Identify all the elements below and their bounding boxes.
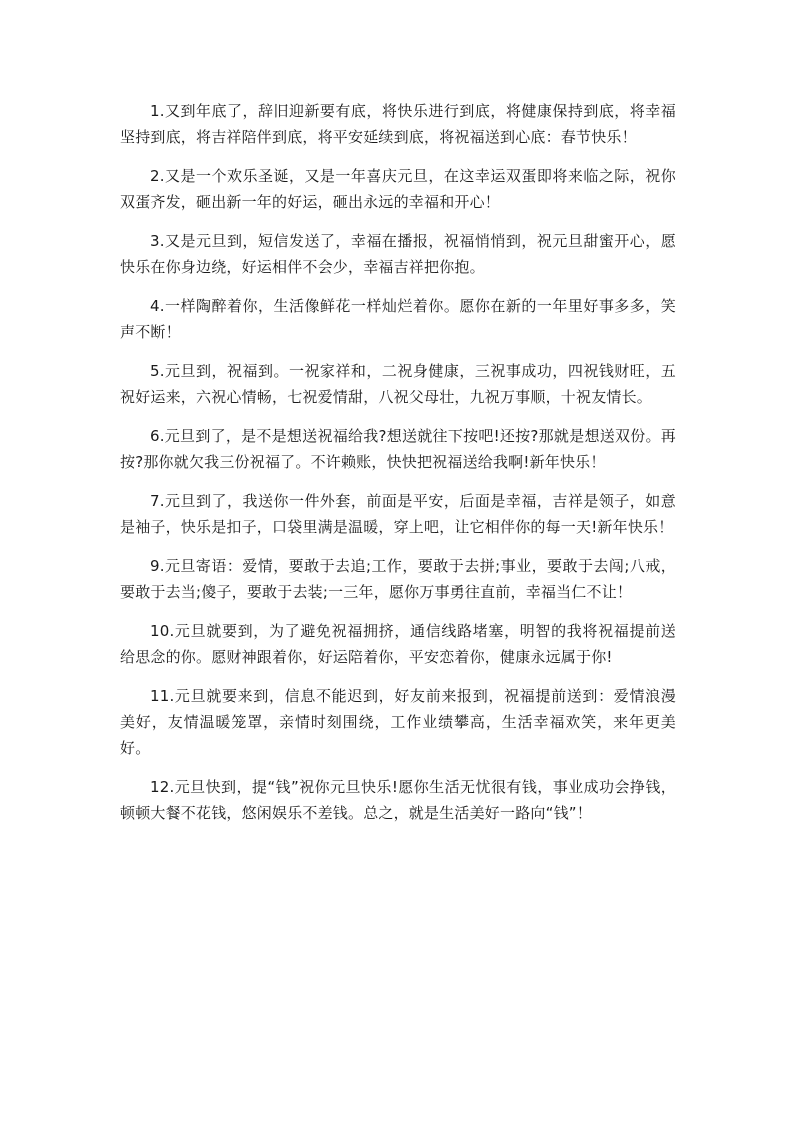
paragraph-10: 10.元旦就要到，为了避免祝福拥挤，通信线路堵塞，明智的我将祝福提前送给思念的你。愿财神跟着你，好运陪着你，平安恋着你，健康永远属于你! bbox=[120, 622, 676, 666]
paragraph-2: 2.又是一个欢乐圣诞，又是一年喜庆元旦，在这幸运双蛋即将来临之际，祝你双蛋齐发，砸出新一年的好运，砸出永远的幸福和开心！ bbox=[120, 167, 676, 211]
paragraph-5: 5.元旦到，祝福到。一祝家祥和，二祝身健康，三祝事成功，四祝钱财旺，五祝好运来，六祝心情畅，七祝爱情甜，八祝父母壮，九祝万事顺，十祝友情长。 bbox=[120, 362, 676, 406]
paragraph-7: 7.元旦到了，我送你一件外套，前面是平安，后面是幸福，吉祥是领子，如意是袖子，快乐是扣子，口袋里满是温暖，穿上吧，让它相伴你的每一天!新年快乐！ bbox=[120, 492, 676, 536]
document-body bbox=[120, 98, 676, 839]
paragraph-11: 11.元旦就要来到，信息不能迟到，好友前来报到，祝福提前送到：爱情浪漫美好，友情温暖笼罩，亲情时刻围绕，工作业绩攀高，生活幸福欢笑，来年更美好。 bbox=[120, 687, 676, 757]
paragraph-9: 9.元旦寄语：爱情，要敢于去追;工作，要敢于去拼;事业，要敢于去闯;八戒，要敢于去当;傻子，要敢于去装;一三年，愿你万事勇往直前，幸福当仁不让！ bbox=[120, 557, 676, 601]
paragraph-1: 1.又到年底了，辞旧迎新要有底，将快乐进行到底，将健康保持到底，将幸福坚持到底，将吉祥陪伴到底，将平安延续到底，将祝福送到心底：春节快乐！ bbox=[120, 102, 676, 146]
paragraph-4: 4.一样陶醉着你，生活像鲜花一样灿烂着你。愿你在新的一年里好事多多，笑声不断！ bbox=[120, 297, 676, 341]
paragraph-3: 3.又是元旦到，短信发送了，幸福在播报，祝福悄悄到，祝元旦甜蜜开心，愿快乐在你身边绕，好运相伴不会少，幸福吉祥把你抱。 bbox=[120, 232, 676, 276]
paragraph-6: 6.元旦到了，是不是想送祝福给我?想送就往下按吧!还按?那就是想送双份。再按?那你就欠我三份祝福了。不许赖账，快快把祝福送给我啊!新年快乐！ bbox=[120, 427, 676, 471]
paragraph-12: 12.元旦快到，提“钱”祝你元旦快乐!愿你生活无忧很有钱，事业成功会挣钱，顿顿大餐不花钱，悠闲娱乐不差钱。总之，就是生活美好一路向“钱”！ bbox=[120, 778, 676, 822]
